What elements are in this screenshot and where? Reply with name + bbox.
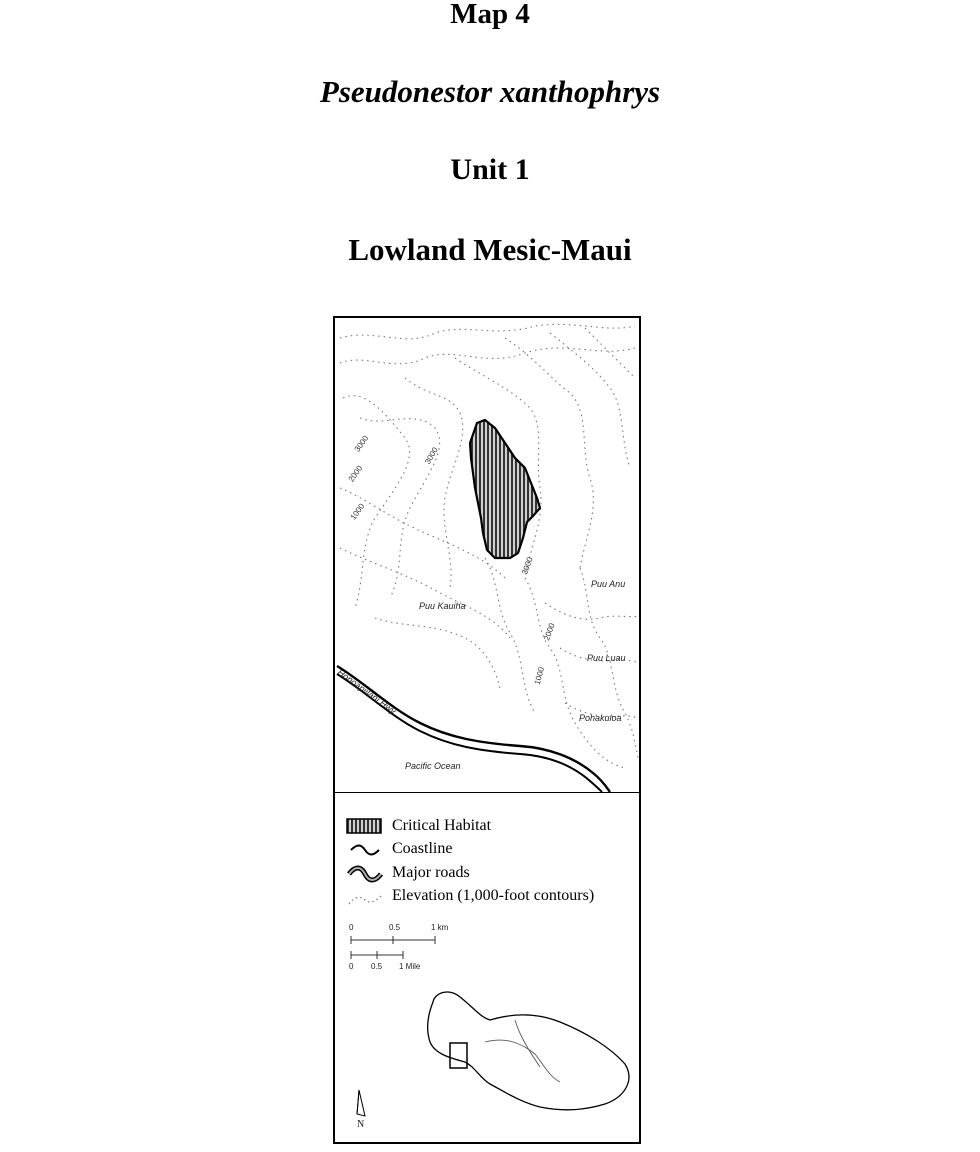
critical-habitat-swatch bbox=[347, 819, 381, 833]
scale-km-tick: 1 km bbox=[431, 923, 449, 932]
contour-label: 3000 bbox=[520, 555, 535, 576]
scale-mile-tick: 0.5 bbox=[371, 962, 383, 971]
place-puu-anu: Puu Anu bbox=[591, 579, 626, 589]
coastline bbox=[337, 666, 610, 792]
map-frame bbox=[333, 316, 641, 1144]
species-title: Pseudonestor xanthophrys bbox=[319, 74, 661, 109]
north-label: N bbox=[357, 1119, 365, 1130]
place-pacific-ocean: Pacific Ocean bbox=[405, 761, 461, 771]
map-number-title: Map 4 bbox=[450, 0, 530, 30]
major-road bbox=[337, 674, 602, 792]
scale-km-tick: 0 bbox=[349, 923, 354, 932]
unit-title: Unit 1 bbox=[450, 153, 530, 186]
legend-major-roads: Major roads bbox=[392, 864, 470, 881]
place-pohakuloa: Pohakuloa bbox=[579, 713, 622, 723]
legend-elevation: Elevation (1,000-foot contours) bbox=[392, 887, 595, 904]
contour-label: 2000 bbox=[346, 463, 365, 484]
scale-mile-tick: 1 Mile bbox=[399, 962, 421, 971]
scale-km-tick: 0.5 bbox=[389, 923, 401, 932]
contour-symbol bbox=[349, 896, 381, 904]
scale-mile-tick: 0 bbox=[349, 962, 354, 971]
place-puu-luau: Puu Luau bbox=[587, 653, 626, 663]
contour-label: 3000 bbox=[423, 445, 440, 466]
contour-label: 2000 bbox=[542, 621, 557, 642]
place-puu-kauiha: Puu Kauiha bbox=[419, 601, 466, 611]
area-title: Lowland Mesic-Maui bbox=[348, 232, 632, 267]
contour-label: 1000 bbox=[532, 666, 547, 686]
contour-label: 3000 bbox=[352, 433, 371, 454]
maui-inset bbox=[428, 992, 629, 1110]
legend-critical-habitat: Critical Habitat bbox=[392, 817, 492, 834]
north-arrow-icon bbox=[357, 1090, 365, 1116]
scale-bar bbox=[351, 936, 435, 959]
legend-coastline: Coastline bbox=[392, 840, 453, 857]
place-highway: Honoapiilani Hwy bbox=[335, 667, 398, 717]
coastline-symbol bbox=[351, 846, 379, 855]
contour-label: 1000 bbox=[348, 501, 367, 522]
critical-habitat-area bbox=[470, 420, 540, 558]
